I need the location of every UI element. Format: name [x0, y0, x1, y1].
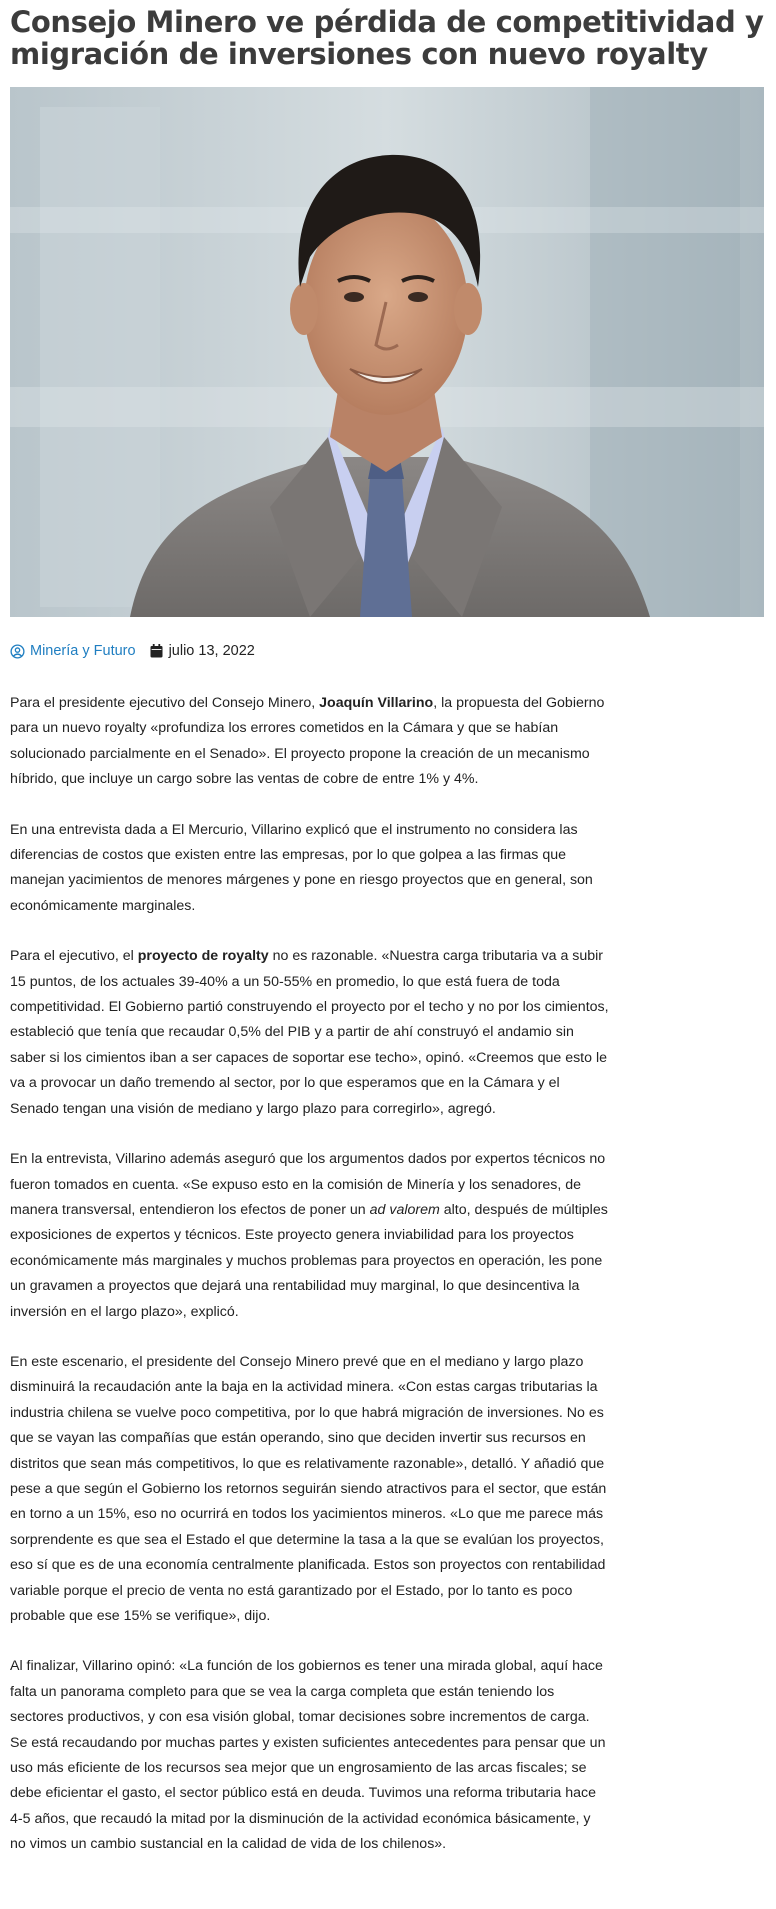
- article-title: Consejo Minero ve pérdida de competitividad y migración de inversiones con nuevo royalty: [10, 5, 764, 71]
- p3-bold: proyecto de royalty: [137, 948, 269, 965]
- p4-text-c: alto, después de múltiples exposiciones de expertos y técnicos. Este proyecto genera inviabilidad para los proyectos económicamente más marginales y muchos problemas para proyectos en operación, les pone un gravamen a proyectos que dejará una rentabilidad muy marginal, lo que desincentiva la inversión en el largo plazo», explicó.: [10, 1201, 608, 1320]
- calendar-icon: [150, 644, 163, 658]
- paragraph-2: En una entrevista dada a El Mercurio, Villarino explicó que el instrumento no considera las diferencias de costos que existen entre las empresas, por lo que golpea a las firmas que manejan yacimientos de menores márgenes y pone en riesgo proyectos que en general, son económicamente marginales.: [10, 821, 593, 914]
- paragraph-5: En este escenario, el presidente del Consejo Minero prevé que en el mediano y largo plazo disminuirá la recaudación ante la baja en la actividad minera. «Con estas cargas tributarias la industria chilena se vuelve poco competitiva, por lo que habrá migración de inversiones. No es que se vayan las compañías que están operando, sino que deciden invertir sus recursos en distritos que sean más competitivos, lo que es relativamente razonable», detalló. Y añadió que pese a que según el Gobierno los retornos seguirán siendo atractivos para el sector, que están en torno a un 15%, eso no ocurrirá en todos los yacimientos mineros. «Lo que me parece más sorprendente es que sea el Estado el que determine la tasa a la que se evalúan los proyectos, eso sí que es de una economía centralmente planificada. Estos son proyectos con rentabilidad variable porque el precio de venta no está garantizado por el Estado, por lo tanto es poco probable que ese 15% se verifique», dijo.: [10, 1353, 607, 1624]
- hero-photo: [10, 87, 764, 617]
- article: [10, 0, 766, 1853]
- author-name: Minería y Futuro: [30, 643, 136, 659]
- user-circle-icon: [10, 644, 25, 659]
- p3-text-a: Para el ejecutivo, el: [10, 948, 138, 965]
- p1-text-a: Para el presidente ejecutivo del Consejo Minero,: [10, 695, 320, 711]
- article-body: [10, 691, 610, 1883]
- p1-text-c: , la propuesta del Gobierno para un nuevo royalty «profundiza los errores cometidos en la Cámara y que se habían solucionado parcialmente en el Senado». El proyecto propone la creación de un mecanismo híbrido, que incluye un cargo sobre las ventas de cobre de entre 1% y 4%.: [10, 695, 605, 788]
- paragraph-6: Al finalizar, Villarino opinó: «La función de los gobiernos es tener una mirada global, aquí hace falta un panorama completo para que se vea la carga completa que están teniendo los sectores productivos, y con esa visión global, tomar decisiones sobre incrementos de carga. Se está recaudando por muchas partes y existen suficientes antecedentes para pensar que un uso más eficiente de los recursos sea mejor que un engrosamiento de las arcas fiscales; se debe eficientar el gasto, el sector público está en deuda. Tuvimos una reforma tributaria hace 4-5 años, que recaudó la mitad por la disminución de la actividad económica básicamente, y no vimos un cambio sustancial en la calidad de vida de los chilenos».: [10, 1658, 606, 1853]
- p4-italic: ad valorem: [369, 1201, 440, 1218]
- paragraph-3: [10, 944, 610, 1122]
- publish-date-text: julio 13, 2022: [168, 643, 255, 659]
- publish-date: [150, 643, 255, 659]
- p4-text-a: En la entrevista, Villarino además aseguró que los argumentos dados por expertos técnicos no fueron tomados en cuenta. «Se expuso esto en la comisión de Minería y los senadores, de manera transversal, entendieron los efectos de poner un: [10, 1151, 606, 1218]
- p3-text-c: no es razonable. «Nuestra carga tributaria va a subir 15 puntos, de los actuales 39-40% a un 50-55% en promedio, lo que está fuera de toda competitividad. El Gobierno partió construyendo el proyecto por el techo y no por los cimientos, estableció que tenía que recaudar 0,5% del PIB y a partir de ahí construyó el andamio sin saber si los cimientos iban a ser capaces de soportar ese techo», opinó. «Creemos que esto le va a provocar un daño tremendo al sector, por lo que esperamos que en la Cámara y el Senado tengan una visión de mediano y largo plazo para corregirlo», agregó.: [10, 948, 609, 1117]
- paragraph-4: [10, 1147, 610, 1325]
- article-meta: [10, 640, 255, 662]
- author-link[interactable]: [10, 643, 136, 659]
- p1-bold: Joaquín Villarino: [319, 695, 434, 711]
- paragraph-1: [10, 691, 610, 793]
